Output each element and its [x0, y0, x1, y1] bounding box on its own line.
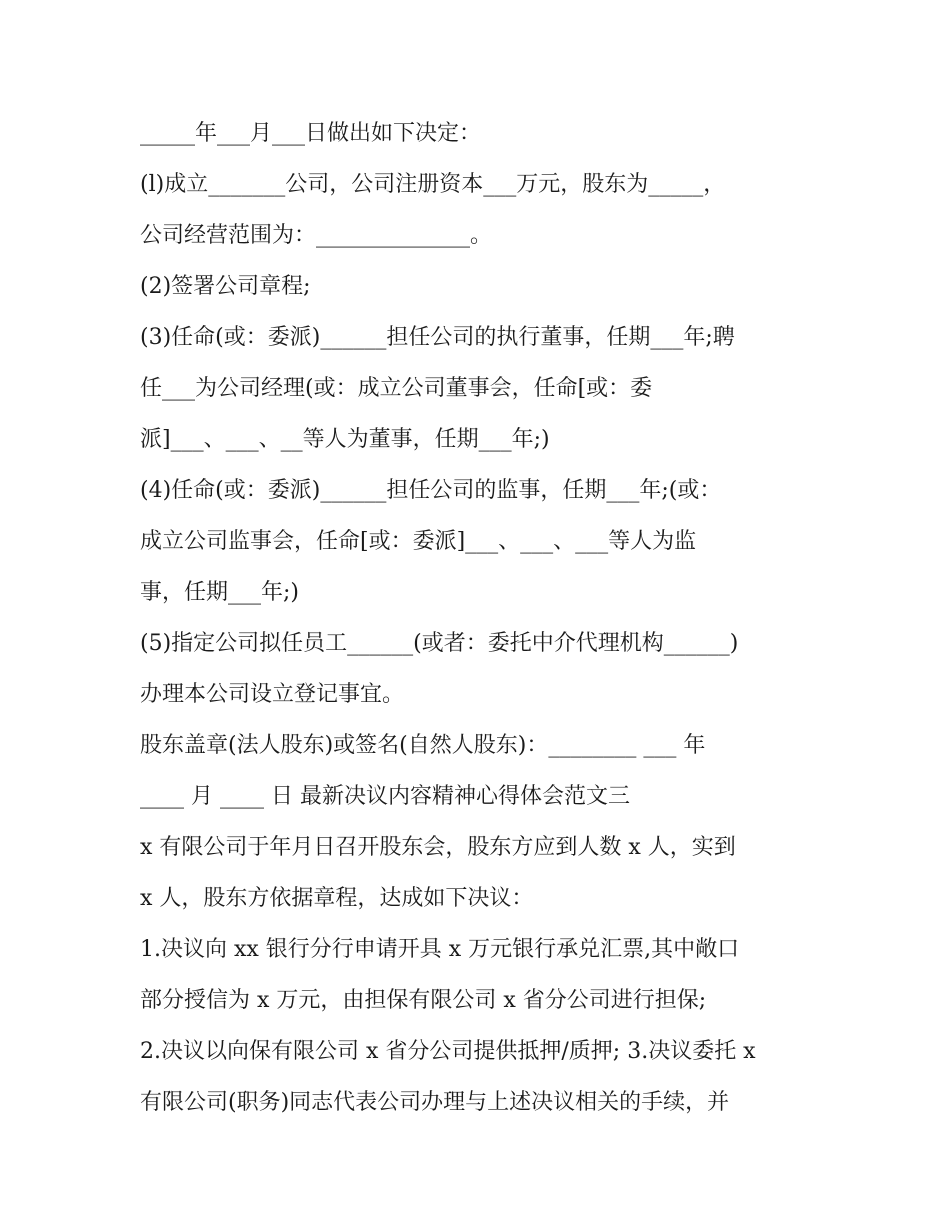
item-3-line-1: (3)任命(或：委派)______担任公司的执行董事，任期___年;聘: [140, 325, 735, 350]
item-4-line-2: 成立公司监事会，任命[或：委派]___、___、___等人为监: [140, 529, 697, 554]
document-body: [140, 108, 820, 1128]
item-1-line-1: (l)成立_______公司，公司注册资本___万元，股东为_____，: [140, 172, 726, 197]
item-1-line-2: 公司经营范围为：______________。: [140, 223, 493, 248]
item-3-line-2: 任___为公司经理(或：成立公司董事会，任命[或：委: [140, 376, 653, 401]
signature-line-2: ____ 月 ____ 日 最新决议内容精神心得体会范文三: [140, 784, 630, 809]
item-2-line: (2)签署公司章程;: [140, 274, 311, 299]
resolution-1-line-2: 部分授信为 x 万元，由担保有限公司 x 省分公司进行担保;: [140, 988, 707, 1013]
signature-line-1: 股东盖章(法人股东)或签名(自然人股东)：________ ___ 年: [140, 733, 706, 758]
resolution-intro-line-2: x 人，股东方依据章程，达成如下决议：: [140, 886, 534, 911]
item-4-line-1: (4)任命(或：委派)______担任公司的监事，任期___年;(或：: [140, 478, 722, 503]
resolution-intro-line-1: x 有限公司于年月日召开股东会，股东方应到人数 x 人，实到: [140, 835, 736, 860]
item-5-line-2: 办理本公司设立登记事宜。: [140, 682, 405, 707]
resolution-3-line-2: 有限公司(职务)同志代表公司办理与上述决议相关的手续，并: [140, 1090, 730, 1115]
date-decision-line: _____年___月___日做出如下决定：: [140, 121, 482, 146]
resolution-2-3-line-1: 2.决议以向保有限公司 x 省分公司提供抵押/质押; 3.决议委托 x: [140, 1039, 756, 1064]
item-3-line-3: 派]___、___、__等人为董事，任期___年;): [140, 427, 550, 452]
item-5-line-1: (5)指定公司拟任员工______(或者：委托中介代理机构______): [140, 631, 739, 656]
resolution-1-line-1: 1.决议向 xx 银行分行申请开具 x 万元银行承兑汇票,其中敞口: [140, 937, 740, 962]
item-4-line-3: 事，任期___年;): [140, 580, 299, 605]
